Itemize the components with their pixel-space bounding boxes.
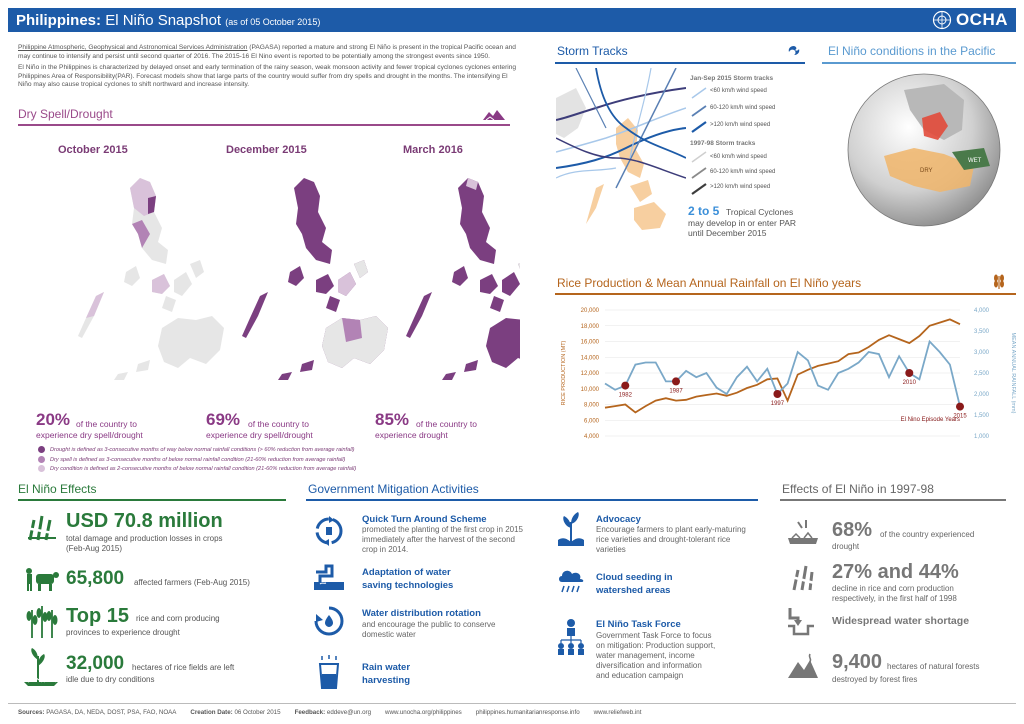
effect-hectares-text2: idle due to dry conditions xyxy=(66,675,155,684)
un-emblem-icon xyxy=(932,10,952,30)
storm-tracks-title: Storm Tracks xyxy=(557,44,628,58)
pct-oct-text1: of the country to xyxy=(76,419,137,429)
ocha-text: OCHA xyxy=(955,10,1008,29)
chart-right-ticks xyxy=(974,308,990,440)
gov-watersaving-head1: Adaptation of water xyxy=(362,567,451,578)
drought-icon xyxy=(481,106,507,122)
effect-provinces-text2: provinces to experience drought xyxy=(66,628,180,637)
gov-taskforce-t2: on mitigation: Production support, xyxy=(596,641,716,650)
eff98-drought-text1: of the country experienced xyxy=(880,530,975,539)
globe-wet-label: WET xyxy=(968,158,982,164)
intro-pagasa: Philippine Atmospheric, Geophysical and Astronomical Services Administration xyxy=(18,44,248,51)
ocha-logo xyxy=(932,10,1008,30)
gov-title: Government Mitigation Activities xyxy=(308,482,479,496)
storm-line3: until December 2015 xyxy=(688,228,767,238)
map-head-dec: December 2015 xyxy=(226,144,307,156)
y2-tick-label: 3,000 xyxy=(974,350,990,356)
episode-marker xyxy=(672,377,680,385)
gov-rotation-t2: domestic water xyxy=(362,630,416,639)
storm-key-low-2015: <60 km/h wind speed xyxy=(710,88,767,94)
legend-drought-swatch xyxy=(38,446,45,453)
effect-provinces-text1: rice and corn producing xyxy=(136,614,220,623)
y2-tick-label: 3,500 xyxy=(974,329,990,335)
gov-advocacy-t1: Encourage farmers to plant early-maturing xyxy=(596,525,746,534)
storm-head-1997: 1997-98 Storm tracks xyxy=(690,140,756,147)
y-tick-label: 4,000 xyxy=(583,434,599,440)
page-title xyxy=(16,12,320,29)
effect-farmers-value: 65,800 xyxy=(66,568,125,589)
pacific-globe xyxy=(844,70,1004,230)
pct-dec: 69% xyxy=(206,410,241,429)
gov-taskforce-head: El Niño Task Force xyxy=(596,619,681,630)
storm-key-high-1997: >120 km/h wind speed xyxy=(710,184,771,190)
y-tick-label: 8,000 xyxy=(583,402,599,409)
dry-spell-divider xyxy=(18,124,510,126)
intro-p2: El Niño in the Philippines is characterized by delayed onset and early termination of the rainy season, weak monsoon activity and fewer tropical cyclones cyclones entering Philippines Area of Responsibility(PAR). Forecast models show that large parts of the country would suffer from dry spells and drought in the months. The intensifying El Niño may also cause tropical cyclones to shift northward and increase intensity. xyxy=(18,64,517,89)
header-bar xyxy=(8,8,1016,32)
storm-divider xyxy=(555,62,805,64)
gov-turnaround-t1: promoted the planting of the first crop in 2015 xyxy=(362,525,523,534)
eff98-forest-text2: destroyed by forest fires xyxy=(832,675,918,684)
effects-divider xyxy=(18,499,286,501)
gov-rainwater-head2: harvesting xyxy=(362,675,411,686)
episode-year-label: 1997 xyxy=(770,401,785,407)
pct-mar-text2: experience drought xyxy=(375,430,448,440)
gov-turnaround-t3: crop in 2014. xyxy=(362,545,409,554)
water-rotation-icon xyxy=(312,604,346,638)
gov-turnaround-head: Quick Turn Around Scheme xyxy=(362,514,487,525)
gov-taskforce-t4: diversification and information xyxy=(596,661,702,670)
eff98-production-text1: decline in rice and corn production xyxy=(832,584,954,593)
rice-icon xyxy=(990,272,1008,290)
effect-damage-text1: total damage and production losses in crops xyxy=(66,534,223,543)
eff98-forest-text1: hectares of natural forests xyxy=(887,662,980,671)
globe-dry-label: DRY xyxy=(920,168,933,174)
storm-key-mid-1997: 60-120 km/h wind speed xyxy=(710,169,776,175)
episode-marker xyxy=(773,390,781,398)
gov-divider xyxy=(306,499,758,501)
rice-rainfall-chart xyxy=(555,298,1020,448)
gov-taskforce-t3: water management, income xyxy=(596,651,695,660)
gov-cloud-head2: watershed areas xyxy=(596,585,671,596)
chart-left-ticks xyxy=(581,308,600,440)
pct-oct: 20% xyxy=(36,410,71,429)
intro-text xyxy=(18,44,518,93)
footer-feedback-label: Feedback: xyxy=(294,709,326,716)
footer xyxy=(18,709,641,716)
episode-legend: El Nino Episode Years xyxy=(900,417,960,423)
episode-marker xyxy=(621,382,629,390)
storm-key-mid-2015: 60-120 km/h wind speed xyxy=(710,105,776,111)
advocacy-icon xyxy=(556,512,586,548)
legend-dryspell-swatch xyxy=(38,456,45,463)
rice-corn-icon xyxy=(24,604,60,638)
map-head-oct: October 2015 xyxy=(58,144,128,156)
y-tick-label: 6,000 xyxy=(583,418,599,425)
farmer-icon xyxy=(24,566,60,592)
legend-drycondition-swatch xyxy=(38,465,45,472)
effects-title: El Niño Effects xyxy=(18,482,97,496)
title-date: (as of 05 October 2015) xyxy=(225,17,321,27)
legend-dryspell xyxy=(38,456,345,463)
episode-marker xyxy=(956,403,964,411)
eff98-forest-value: 9,400 xyxy=(832,651,883,673)
legend-dryspell-text: Dry spell is defined as 3-consecutive months of below normal rainfall condition (21-60% reduction from average rainfall) xyxy=(50,456,346,463)
water-saving-icon xyxy=(312,562,346,592)
footer-creation-label: Creation Date: xyxy=(190,709,233,716)
pacific-title: El Niño conditions in the Pacific xyxy=(828,44,996,58)
rice-chart-title: Rice Production & Mean Annual Rainfall on El Niño years xyxy=(557,276,862,290)
legend-drought xyxy=(38,446,355,453)
footer-sources: PAGASA, DA, NEDA, DOST, PSA, FAO, NOAA xyxy=(46,709,177,716)
footer-link-reliefweb[interactable]: www.reliefweb.int xyxy=(593,709,642,716)
crop-decline-icon xyxy=(786,562,820,592)
footer-link-humanitarianresponse[interactable]: philippines.humanitarianresponse.info xyxy=(475,709,580,716)
storm-key-lines-2015 xyxy=(690,86,710,136)
footer-feedback-link[interactable]: eddeve@un.org xyxy=(326,709,372,716)
drought-land-icon xyxy=(786,518,820,546)
drought-maps xyxy=(20,158,520,408)
map-head-mar: March 2016 xyxy=(403,144,463,156)
y2-tick-label: 2,500 xyxy=(974,371,990,377)
eff98-title: Effects of El Niño in 1997-98 xyxy=(782,482,934,496)
y-tick-label: 10,000 xyxy=(580,386,599,393)
pacific-divider xyxy=(822,62,1016,64)
y2-tick-label: 1,500 xyxy=(974,413,990,419)
gov-watersaving-head2: saving technologies xyxy=(362,580,454,591)
effect-damage-text2: (Feb-Aug 2015) xyxy=(66,544,123,553)
title-text: El Niño Snapshot xyxy=(105,12,222,29)
water-shortage-icon xyxy=(786,606,816,636)
cloud-seeding-icon xyxy=(556,566,586,596)
gov-rainwater-head1: Rain water xyxy=(362,662,411,673)
turnaround-icon xyxy=(312,514,346,548)
y-tick-label: 20,000 xyxy=(580,308,599,314)
storm-head-2015: Jan-Sep 2015 Storm tracks xyxy=(690,75,774,82)
effect-provinces-value: Top 15 xyxy=(66,605,129,627)
pct-oct-text2: experience dry spell/drought xyxy=(36,430,143,440)
episode-marker xyxy=(905,369,913,377)
legend-drycondition-text: Dry condition is defined as 2-consecutive months of below normal rainfall condition (21-60% reduction from average rainfall) xyxy=(50,465,357,472)
storm-key-high-2015: >120 km/h wind speed xyxy=(710,122,771,128)
rice-divider xyxy=(555,293,1016,295)
footer-creation: 06 October 2015 xyxy=(234,709,281,716)
dry-spell-title: Dry Spell/Drought xyxy=(18,107,113,121)
eff98-divider xyxy=(780,499,1006,501)
crop-damage-icon xyxy=(24,508,60,544)
y-tick-label: 14,000 xyxy=(580,355,599,362)
pct-mar-text1: of the country to xyxy=(416,419,477,429)
gov-advocacy-head: Advocacy xyxy=(596,514,641,525)
forest-fire-icon xyxy=(786,652,820,680)
eff98-production-value: 27% and 44% xyxy=(832,561,959,583)
gov-taskforce-t5: and education campaign xyxy=(596,671,684,680)
y2-tick-label: 4,000 xyxy=(974,308,990,314)
footer-sources-label: Sources: xyxy=(18,709,45,716)
effect-damage-value: USD 70.8 million xyxy=(66,510,223,532)
legend-drought-text: Drought is defined as 3-consecutive months of way below normal rainfall conditions (> 60% reduction from average rainfall) xyxy=(50,446,355,453)
footer-link-unocha[interactable]: www.unocha.org/philippines xyxy=(385,709,462,716)
gov-cloud-head1: Cloud seeding in xyxy=(596,572,673,583)
footer-divider xyxy=(8,703,1016,704)
eff98-drought-text2: drought xyxy=(832,542,860,551)
y-tick-label: 18,000 xyxy=(580,323,599,330)
chart-y2label: MEAN ANNUAL RAINFALL (mm) xyxy=(1010,332,1016,414)
effect-hectares-text1: hectares of rice fields are left xyxy=(132,663,235,672)
intro-p1: (PAGASA) reported a mature and strong El Niño is present in the tropical Pacific ocean and may continue to intensify and persist until second quarter of 2016. The 2015-16 El Nino event is reported to be potentially among the strongest events since 1950. xyxy=(18,44,516,60)
pct-mar: 85% xyxy=(375,410,410,429)
gov-turnaround-t2: immediately after the harvest of the second xyxy=(362,535,515,544)
legend-drycondition xyxy=(38,465,356,472)
rain-harvest-icon xyxy=(316,654,342,690)
gov-advocacy-t3: varieties xyxy=(596,545,626,554)
gov-taskforce-t1: Government Task Force to focus xyxy=(596,631,712,640)
effect-farmers-text: affected farmers (Feb-Aug 2015) xyxy=(134,578,250,587)
effect-hectares-value: 32,000 xyxy=(66,653,125,674)
y-tick-label: 16,000 xyxy=(580,339,599,346)
eff98-water-shortage: Widespread water shortage xyxy=(832,615,970,627)
storm-line2: may develop in or enter PAR xyxy=(688,218,797,228)
title-country: Philippines: xyxy=(16,12,102,29)
gov-rotation-t1: and encourage the public to conserve xyxy=(362,620,496,629)
episode-year-label: 1982 xyxy=(618,392,632,399)
cyclone-icon xyxy=(786,44,802,60)
task-force-icon xyxy=(556,618,586,656)
idle-field-icon xyxy=(22,646,60,686)
pct-dec-text2: experience dry spell/drought xyxy=(206,430,313,440)
gov-rotation-head: Water distribution rotation xyxy=(362,608,481,619)
storm-key-lines-1997 xyxy=(690,150,710,198)
pct-dec-text1: of the country to xyxy=(248,419,309,429)
storm-count-label: Tropical Cyclones xyxy=(726,207,794,217)
y2-tick-label: 2,000 xyxy=(974,392,990,398)
storm-count: 2 to 5 xyxy=(688,204,720,218)
eff98-production-text2: respectively, in the first half of 1998 xyxy=(832,594,957,603)
y-tick-label: 12,000 xyxy=(580,371,599,377)
storm-tracks-map xyxy=(556,68,686,234)
episode-year-label: 2015 xyxy=(953,413,967,420)
eff98-drought-value: 68% xyxy=(832,519,873,541)
episode-year-label: 2010 xyxy=(902,380,916,386)
gov-advocacy-t2: rice varieties and drought-tolerant rice xyxy=(596,535,731,544)
y2-tick-label: 1,000 xyxy=(974,434,990,440)
storm-key-low-1997: <60 km/h wind speed xyxy=(710,154,767,160)
chart-ylabel: RICE PRODUCTION (MT) xyxy=(561,340,567,406)
episode-year-label: 1987 xyxy=(669,388,683,395)
